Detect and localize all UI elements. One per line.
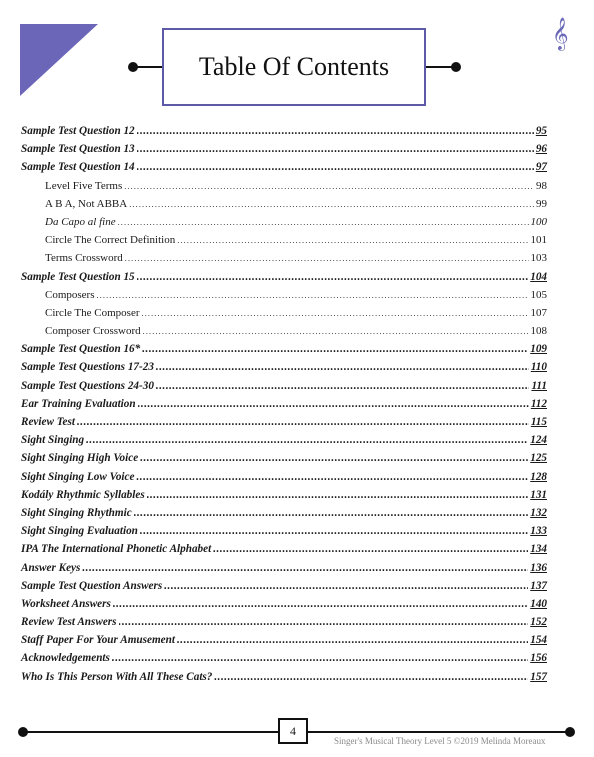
toc-entry[interactable] [21,449,547,467]
dot-leader [137,268,529,286]
toc-entry[interactable] [21,431,547,449]
toc-entry-page: 100 [530,215,547,228]
dot-leader [156,377,530,395]
toc-entry[interactable] [21,395,547,413]
toc-entry[interactable] [21,559,547,577]
toc-entry[interactable] [21,595,547,613]
toc-entry[interactable] [21,268,547,286]
treble-clef-icon: 𝄞 [552,17,569,50]
title-rule-left-dot [128,62,138,72]
toc-subentry[interactable] [21,322,547,340]
toc-entry-page: 112 [530,397,547,410]
toc-entry-label: Circle The Correct Definition [45,234,176,247]
toc-entry[interactable] [21,377,547,395]
dot-leader [86,431,528,449]
toc-entry-label: Sample Test Question 14 [21,161,135,174]
toc-entry[interactable] [21,122,547,140]
toc-entry-page: 125 [530,452,547,465]
toc-entry[interactable] [21,668,547,686]
dot-leader [214,668,528,686]
toc-entry-page: 115 [530,416,547,428]
toc-entry-page: 136 [530,561,547,574]
toc-entry-label: Worksheet Answers [21,597,111,610]
toc-entry[interactable] [21,140,547,158]
toc-entry-label: Sight Singing [21,434,85,447]
toc-entry-page: 107 [530,306,547,319]
dot-leader [140,449,528,467]
footer-rule-right-dot [565,727,575,737]
dot-leader [177,631,528,649]
toc-subentry[interactable] [21,304,547,322]
toc-entry-label: A B A, Not ABBA [45,197,128,210]
dot-leader [137,122,534,140]
toc-entry-page: 105 [530,288,547,301]
toc-entry-label: Kodály Rhythmic Syllables [21,488,145,501]
dot-leader [124,177,534,196]
toc-entry[interactable] [21,522,547,540]
toc-entry[interactable] [21,649,547,667]
toc-entry-page: 131 [530,488,547,501]
toc-entry-label: Terms Crossword [45,252,123,265]
corner-triangle-decoration [20,24,98,96]
toc-entry[interactable] [21,158,547,176]
toc-entry-label: Sight Singing Low Voice [21,470,135,483]
toc-subentry[interactable] [21,286,547,304]
toc-entry-page: 101 [530,234,547,247]
toc-entry[interactable] [21,340,547,358]
toc-entry[interactable] [21,577,547,595]
dot-leader [129,195,534,214]
toc-entry-page: 137 [530,579,547,592]
dot-leader [140,522,528,540]
toc-entry-label: Sample Test Question Answers [21,579,163,592]
toc-entry-label: Sight Singing Rhythmic [21,506,132,519]
toc-entry-page: 152 [530,616,547,629]
toc-subentry[interactable] [21,249,547,267]
title-rule-right-dot [451,62,461,72]
toc-entry-label: Sample Test Questions 17-23 [21,361,154,374]
toc-entry-page: 140 [530,597,547,610]
page-title: Table Of Contents [198,52,390,81]
toc-entry[interactable] [21,486,547,504]
toc-entry[interactable] [21,631,547,649]
dot-leader [138,395,529,413]
toc-subentry[interactable] [21,195,547,213]
dot-leader [134,504,529,522]
toc-entry-page: 97 [535,161,547,174]
toc-entry-page: 157 [530,670,547,683]
dot-leader [143,322,529,341]
toc-entry-label: Acknowledgements [21,652,110,665]
toc-entry[interactable] [21,613,547,631]
toc-entry-label: Sample Test Question 13 [21,143,135,156]
toc-entry[interactable] [21,540,547,558]
toc-entry-label: Ear Training Evaluation [21,397,136,410]
toc-entry[interactable] [21,413,547,431]
dot-leader [112,649,528,667]
toc-entry-page: 99 [536,197,547,210]
dot-leader [147,486,529,504]
toc-entry-page: 109 [530,343,547,356]
dot-leader [118,213,529,232]
toc-entry-page: 103 [530,252,547,265]
dot-leader [213,540,528,558]
toc-entry-page: 96 [535,143,547,156]
toc-entry-label: Who Is This Person With All These Cats? [21,670,213,683]
toc-entry-page: 98 [536,179,547,192]
dot-leader [164,577,528,595]
toc-entry-label: Da Capo al fine [45,215,116,228]
toc-entry[interactable] [21,358,547,376]
toc-entry-label: Staff Paper For Your Amusement [21,634,175,647]
toc-entry-label: Review Test Answers [21,616,117,629]
dot-leader [177,231,528,250]
toc-entry-page: 156 [530,652,547,665]
dot-leader [142,304,529,323]
toc-entry-page: 124 [530,434,547,447]
toc-entry-label: Composer Crossword [45,325,141,338]
toc-entry-label: Sample Test Question 15 [21,270,135,283]
toc-entry-label: Sample Test Question 12 [21,125,135,137]
page-number-box [278,718,308,744]
toc-subentry[interactable] [21,231,547,249]
toc-entry-label: Sight Singing Evaluation [21,525,138,538]
toc-entry-page: 154 [530,634,547,647]
toc-entry-label: Level Five Terms [45,179,123,192]
toc-entry-label: IPA The International Phonetic Alphabet [21,543,212,556]
toc-entry[interactable] [21,468,547,486]
page-number: 4 [290,723,296,738]
toc-subentry[interactable] [21,213,547,231]
toc-entry-page: 108 [530,325,547,338]
toc-subentry[interactable] [21,177,547,195]
toc-entry-page: 104 [530,270,547,283]
toc-entry-label: Answer Keys [21,561,81,574]
dot-leader [137,140,534,158]
toc-entry-label: Circle The Composer [45,306,140,319]
dot-leader [77,413,529,431]
toc-entry-label: Sight Singing High Voice [21,452,139,465]
dot-leader [136,468,528,486]
toc-entry[interactable] [21,504,547,522]
dot-leader [142,340,528,358]
toc-entry-page: 133 [530,525,547,538]
dot-leader [137,158,534,176]
footer-rule-left-dot [18,727,28,737]
toc-entry-label: Sample Test Question 16* [21,343,141,356]
toc-entry-page: 110 [530,361,547,374]
dot-leader [156,358,529,376]
dot-leader [119,613,529,631]
dot-leader [82,559,528,577]
toc-entry-label: Review Test [21,416,75,428]
dot-leader [125,249,529,268]
title-box [162,28,426,106]
footer-credit: Singer's Musical Theory Level 5 ©2019 Melinda Moreaux [334,736,546,746]
toc-entry-label: Composers [45,288,95,301]
toc-entry-page: 95 [535,125,547,137]
dot-leader [113,595,528,613]
toc-entry-page: 132 [530,506,547,519]
toc-entry-label: Sample Test Questions 24-30 [21,379,154,392]
dot-leader [97,286,529,305]
table-of-contents [21,122,547,686]
toc-entry-page: 128 [530,470,547,483]
toc-entry-page: 134 [530,543,547,556]
toc-entry-page: 111 [531,379,547,392]
